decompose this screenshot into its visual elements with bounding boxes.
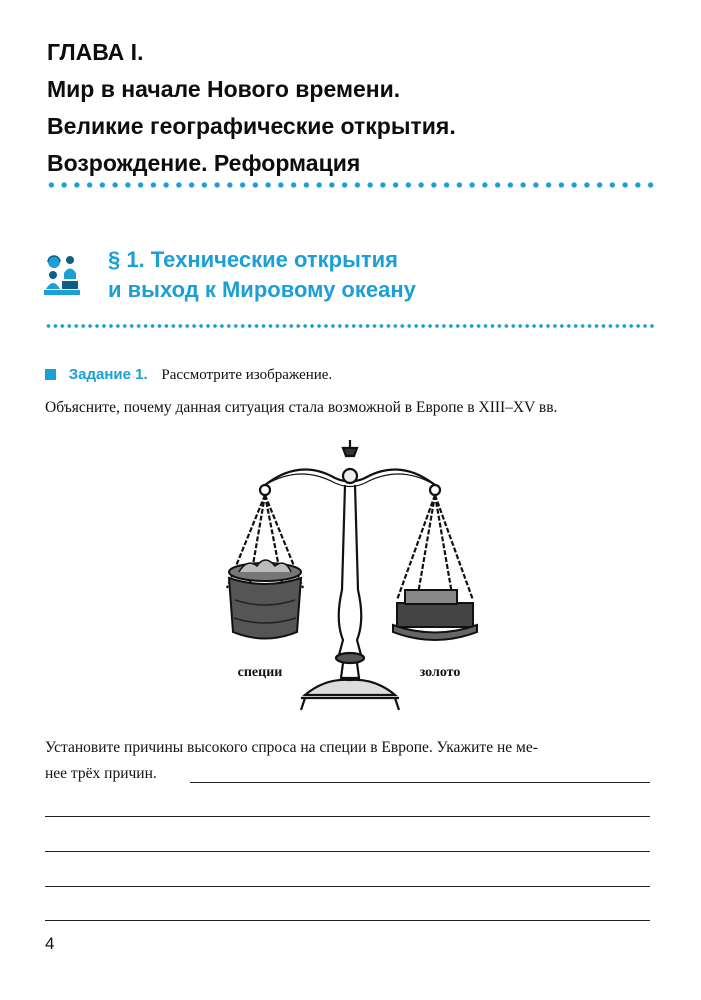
page-number: 4	[45, 934, 55, 953]
chapter-title-line-1: Мир в начале Нового времени.	[47, 76, 401, 102]
task-label: Задание 1.	[68, 366, 148, 383]
answer-line[interactable]	[45, 920, 650, 921]
answer-line[interactable]	[45, 851, 650, 852]
answer-line[interactable]	[190, 782, 650, 783]
task-header	[45, 366, 332, 384]
prompt-line-2: нее трёх причин.	[45, 765, 157, 782]
left-pan-label: специи	[237, 665, 283, 680]
task-instruction: Рассмотрите изображение.	[161, 367, 333, 383]
people-at-globe-icon	[44, 253, 80, 295]
chapter-heading	[47, 34, 667, 182]
prompt-line-1: Установите причины высокого спроса на специи в Европе. Укажите не ме-	[45, 739, 538, 756]
section-title	[108, 245, 416, 305]
right-pan-label: золото	[419, 665, 461, 680]
answer-line[interactable]	[45, 816, 650, 817]
answer-line[interactable]	[45, 886, 650, 887]
chapter-title-line-3: Возрождение. Реформация	[47, 150, 361, 176]
task-question: Объясните, почему данная ситуация стала возможной в Европе в XIII–XV вв.	[45, 399, 558, 416]
dotted-divider-section	[45, 323, 657, 329]
chapter-number: ГЛАВА I.	[47, 39, 144, 65]
balance-scales-illustration	[205, 440, 495, 730]
dotted-divider-chapter	[45, 181, 657, 189]
section-title-line-1: § 1. Технические открытия	[108, 247, 399, 272]
task-square-icon	[45, 369, 56, 380]
section-title-line-2: и выход к Мировому океану	[108, 277, 416, 302]
chapter-title-line-2: Великие географические открытия.	[47, 113, 456, 139]
